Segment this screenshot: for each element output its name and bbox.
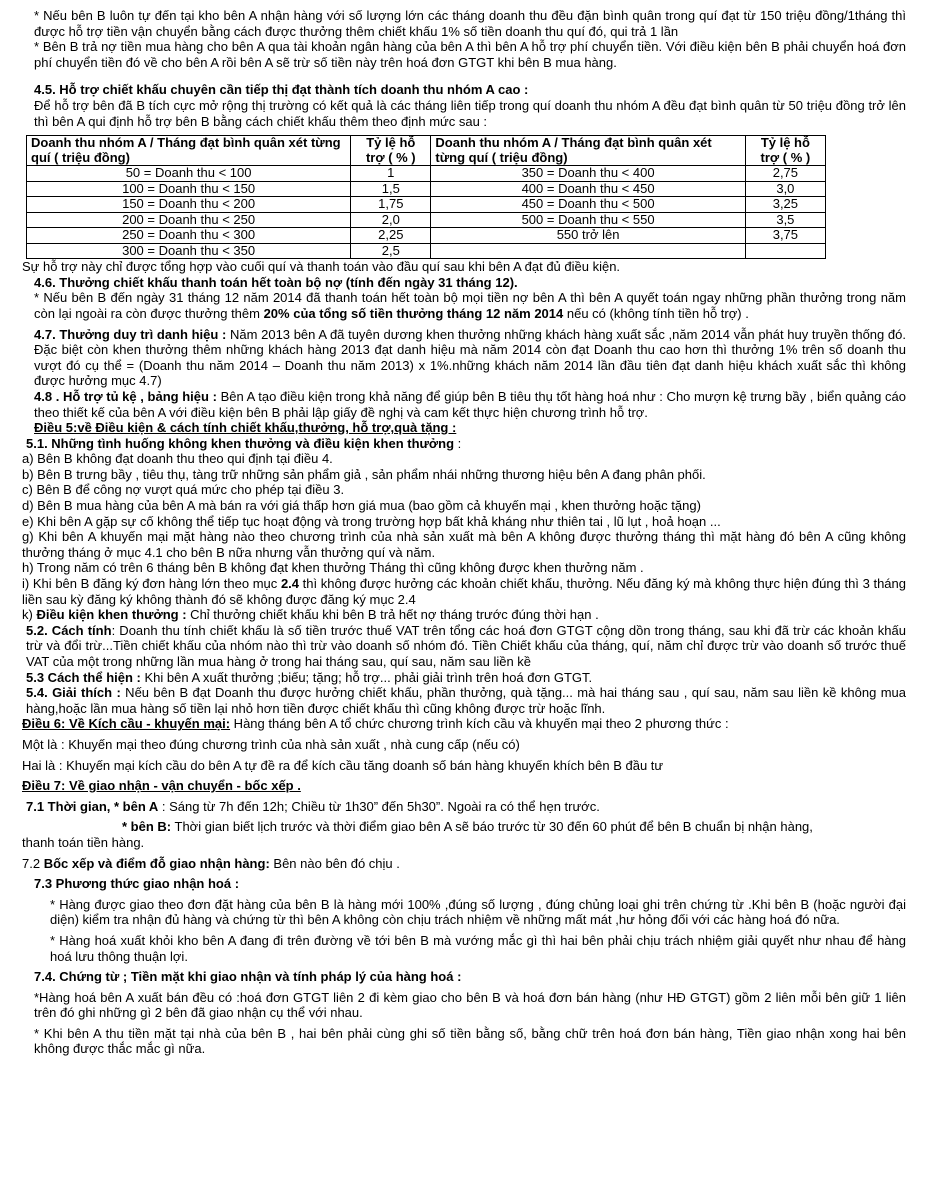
header-revenue: Doanh thu nhóm A / Tháng đạt bình quân xét từng quí ( triệu đồng) — [431, 136, 745, 166]
header-rate: Tỷ lệ hỗ trợ ( % ) — [351, 136, 431, 166]
rate-cell: 3,0 — [745, 181, 825, 197]
revenue-range-cell: 450 = Doanh thu < 500 — [431, 197, 745, 213]
section-5-2-body: : Doanh thu tính chiết khấu là số tiền trước thuế VAT trên tổng các hoá đơn GTGT cộng dồn trong tháng, sau khi đã trừ các khoản khấu trừ và đổi trừ...Tiền chiết khấu của nhóm nào thì trừ vào doanh số nhóm đó. Tiền Chiết khấu của tháng, quí, năm chỉ được trừ vào doanh số trước thuế VAT của một trong những lần mua hàng ở trong hai tháng sau, quí sau, năm sau liền kề — [26, 622, 906, 669]
revenue-range-cell: 500 = Doanh thu < 550 — [431, 212, 745, 228]
article-6-option-two: Hai là : Khuyến mại kích cầu do bên A tự đề ra để kích cầu tăng doanh số bán hàng khuyến khích bên B đầu tư — [22, 757, 664, 773]
section-7-1 — [22, 799, 906, 815]
section-4-6-bonus: 20% của tổng số tiền thưởng tháng 12 năm 2014 — [263, 305, 564, 321]
section-7-4-paragraph: *Hàng hoá bên A xuất bán đều có :hoá đơn GTGT liên 2 đi kèm giao cho bên B và hoá đơn bán hàng (như HĐ GTGT) gồm 2 liên mỗi bên giữ 1 liên trên đó ghi những gì 2 bên đã giao nhận cụ thể với nhau. — [34, 989, 906, 1021]
header-rate: Tỷ lệ hỗ trợ ( % ) — [745, 136, 825, 166]
section-7-1-b — [22, 819, 906, 835]
section-4-5-title: 4.5. Hỗ trợ chiết khấu chuyên cần tiếp thị đạt thành tích doanh thu nhóm A cao : — [34, 82, 529, 98]
section-4-8 — [22, 389, 906, 420]
section-4-7 — [22, 327, 906, 389]
section-7-1-b-cont: thanh toán tiền hàng. — [22, 834, 145, 850]
table-note: Sự hỗ trợ này chỉ được tổng hợp vào cuối quí và thanh toán vào đầu quí sau khi bên A đạt đủ điều kiện. — [22, 259, 621, 275]
section-4-8-title: 4.8 . Hỗ trợ tủ kệ , bảng hiệu : — [34, 388, 217, 404]
paragraph-bank-fee-support: * Bên B trả nợ tiền mua hàng cho bên A qua tài khoản ngân hàng của bên A thì bên A hỗ trợ phí chuyển tiền. Với điều kiện bên B phải chuyển hoá đơn phí chuyển tiền đó về cho bên A rồi bên A sẽ trừ số tiền này trên hoá đơn GTGT khi bên B mua hàng. — [34, 39, 906, 70]
rate-cell: 3,5 — [745, 212, 825, 228]
item-i-text: i) Khi bên B đăng ký đơn hàng lớn theo mục — [22, 576, 281, 592]
revenue-range-cell: 250 = Doanh thu < 300 — [27, 228, 351, 244]
article-7-title: Điều 7: Về giao nhận - vận chuyển - bốc xếp . — [22, 778, 301, 794]
document-page — [22, 8, 906, 1057]
section-4-6-title: 4.6. Thưởng chiết khấu thanh toán hết toàn bộ nợ (tính đến ngày 31 tháng 12). — [34, 274, 518, 290]
list-item: h) Trong năm có trên 6 tháng bên B không đạt khen thưởng Tháng thì cũng không được khen thưởng năm . — [22, 560, 644, 576]
table-row — [27, 197, 826, 213]
table-row — [27, 181, 826, 197]
rate-cell: 2,5 — [351, 243, 431, 259]
section-5-1-colon: : — [454, 435, 462, 451]
section-7-3-title: 7.3 Phương thức giao nhận hoá : — [34, 876, 240, 892]
section-4-5-body: Để hỗ trợ bên đã B tích cực mở rộng thị trường có kết quả là các tháng liên tiếp trong quí doanh thu nhóm A đều đạt bình quân từ 50 triệu đồng trở lên thì bên A qui định hỗ trợ bên B bằng cách chiết khấu thêm theo định mức sau : — [34, 97, 906, 129]
rate-cell: 1 — [351, 166, 431, 182]
section-7-2 — [22, 856, 906, 872]
article-5-title: Điều 5:về Điều kiện & cách tính chiết khấu,thưởng, hỗ trợ,quà tặng : — [34, 420, 457, 436]
revenue-range-cell: 400 = Doanh thu < 450 — [431, 181, 745, 197]
revenue-range-cell: 150 = Doanh thu < 200 — [27, 197, 351, 213]
section-7-1-party-b: * bên B: — [122, 819, 172, 835]
article-6 — [22, 716, 906, 732]
section-5-2 — [22, 623, 906, 670]
section-4-8-body: Bên A tạo điều kiện trong khả năng để giúp bên B tiêu thụ tốt hàng hoá như : Cho mượn kệ trưng bầy , biển quảng cáo theo thiết kế của bên A với điều kiện bên B phải lập giấy đề nghị và cam kết thực hiện chương trình hỗ trợ. — [34, 388, 906, 420]
rate-cell: 1,75 — [351, 197, 431, 213]
list-item — [22, 576, 906, 607]
revenue-range-cell: 200 = Doanh thu < 250 — [27, 212, 351, 228]
table-row — [27, 166, 826, 182]
item-i-text-end: thì không được hưởng các khoản chiết khấu, thưởng. Nếu đăng ký mà không thực hiện đúng thì 3 tháng liền sau kỳ đăng ký không thành đó sẽ không được đăng ký mục 2.4 — [22, 576, 906, 607]
rate-cell: 2,0 — [351, 212, 431, 228]
revenue-range-cell: 550 trở lên — [431, 228, 745, 244]
list-item: d) Bên B mua hàng của bên A mà bán ra với giá thấp hơn giá mua (bao gồm cả khuyến mại , khen thưởng hoặc tặng) — [22, 498, 701, 514]
section-7-1-party-a: * bên A — [110, 798, 159, 814]
section-5-1-title: 5.1. Những tình huống không khen thưởng và điều kiện khen thưởng — [26, 435, 455, 451]
section-5-1-heading — [22, 436, 906, 452]
item-k-body: Chỉ thưởng chiết khấu khi bên B trả hết nợ tháng trước đúng thời hạn . — [186, 607, 599, 623]
rate-cell: 3,75 — [745, 228, 825, 244]
item-k-prefix: k) — [22, 607, 37, 623]
section-7-4-paragraph: * Khi bên A thu tiền mặt tại nhà của bên B , hai bên phải cùng ghi số tiền bằng số, bằng chữ trên hoá đơn bán hàng, Tiền giao nhận xong hai bên không được thắc mắc gì nữa. — [34, 1025, 906, 1057]
discount-rate-table — [26, 135, 826, 259]
revenue-range-cell: 100 = Doanh thu < 150 — [27, 181, 351, 197]
section-4-6-body — [22, 290, 906, 321]
section-7-1-party-a-body: : Sáng từ 7h đến 12h; Chiều từ 1h30” đến 5h30”. Ngoài ra có thể hẹn trước. — [158, 798, 600, 814]
article-6-title: Điều 6: Về Kích cầu - khuyến mại: — [22, 716, 231, 732]
section-7-3-paragraph: * Hàng hoá xuất khỏi kho bên A đang đi trên đường về tới bên B mà vướng mắc gì thì hai bên phải chịu trách nhiệm giải quyết như nhau để hàng hoá lưu thông thuận lợi. — [50, 932, 906, 964]
section-4-7-body: Năm 2013 bên A đã tuyên dương khen thưởng những khách hàng xuất sắc ,năm 2014 vẫn phát huy truyền thống đó. Đặc biệt còn khen thưởng thêm những khách hàng 2013 đạt danh hiệu mà năm 2014 còn đạt Doanh thu cao hơn thì thưởng 1% trên số doanh thu vượt đó cụ thể = (Doanh thu năm 2014 – Doanh thu năm 2013) x 1%.những khách năm 2014 lần đầu tiên đạt danh hiệu khách xuất sắc thì không được hưởng mục 4.7) — [34, 326, 906, 389]
table-row — [27, 212, 826, 228]
section-7-2-title: Bốc xếp và điểm đỗ giao nhận hàng: — [43, 855, 270, 871]
rate-cell: 2,25 — [351, 228, 431, 244]
rate-cell: 2,75 — [745, 166, 825, 182]
revenue-range-cell: 350 = Doanh thu < 400 — [431, 166, 745, 182]
list-item: a) Bên B không đạt doanh thu theo qui định tại điều 4. — [22, 451, 333, 467]
empty-cell — [745, 243, 825, 259]
header-revenue: Doanh thu nhóm A / Tháng đạt bình quân xét từng quí ( triệu đồng) — [27, 136, 351, 166]
section-4-6-text: * Nếu bên B đến ngày 31 tháng 12 năm 2014 đã thanh toán hết toàn bộ mọi tiền nợ bên A thì bên A quyết toán ngay những phần thưởng trong năm còn lại ngoài ra còn được thưởng thêm — [34, 290, 906, 321]
revenue-range-cell: 300 = Doanh thu < 350 — [27, 243, 351, 259]
list-item: g) Khi bên A khuyến mại mặt hàng nào theo chương trình của nhà sản xuất mà bên A không được thưởng tháng thì mặt hàng đó bên A cũng không thưởng tháng ở mục 4.1 cho bên B nữa nhưng vẫn thưởng quí và năm. — [22, 529, 906, 560]
item-i-ref: 2.4 — [280, 576, 300, 592]
section-7-1-party-b-body: Thời gian biết lịch trước và thời điểm giao bên A sẽ báo trước từ 30 đến 60 phút để bên B chuẩn bị nhận hàng, — [171, 819, 813, 835]
list-item: c) Bên B để công nợ vượt quá mức cho phép tại điều 3. — [22, 482, 345, 498]
section-5-4-title: 5.4. Giải thích : — [26, 685, 121, 701]
section-7-1-title: 7.1 Thời gian, — [26, 798, 111, 814]
rate-cell: 3,25 — [745, 197, 825, 213]
table-row — [27, 228, 826, 244]
article-6-body: Hàng tháng bên A tổ chức chương trình kích cầu và khuyến mại theo 2 phương thức : — [230, 716, 729, 732]
list-item — [22, 607, 906, 623]
revenue-range-cell: 50 = Doanh thu < 100 — [27, 166, 351, 182]
section-5-2-title: 5.2. Cách tính — [26, 622, 112, 638]
section-5-4-body: Nếu bên B đạt Doanh thu được hưởng chiết khấu, phần thưởng, quà tặng... mà hai tháng sau , quí sau, năm sau liền kề không mua hàng,hoặc lần mua hàng số tiền lại nhỏ hơn tiền được chiết khấu thì cũng không được trừ hoặc lĩnh. — [26, 685, 906, 716]
empty-cell — [431, 243, 745, 259]
paragraph-transport-support: * Nếu bên B luôn tự đến tại kho bên A nhận hàng với số lượng lớn các tháng doanh thu đều đặn bình quân trong quí đạt từ 150 triệu đồng/1tháng thì được hỗ trợ tiền vận chuyển bằng cách được thưởng thêm chiết khấu 1% số tiền doanh thu quí đó, qui trả 1 lần — [34, 8, 906, 39]
list-item: b) Bên B trưng bầy , tiêu thụ, tàng trữ những sản phẩm giả , sản phẩm nhái những thương hiệu bên A đang phân phối. — [22, 466, 706, 482]
section-7-2-body: Bên nào bên đó chịu . — [269, 855, 400, 871]
section-5-3-body: Khi bên A xuất thưởng ;biếu; tặng; hỗ trợ... phải giải trình trên hoá đơn GTGT. — [140, 669, 593, 685]
table-row — [27, 243, 826, 259]
section-7-3-paragraph: * Hàng được giao theo đơn đặt hàng của bên B là hàng mới 100% ,đúng số lượng , đúng chủng loại ghi trên chứng từ .Khi bên B (hoặc người đại diện) kiểm tra nhận đủ hàng và chứng từ thì bên A không còn chịu trách nhiệm về những mất mát ,hư hỏng đối với các hàng hoá đó nữa. — [50, 896, 906, 928]
section-4-6-text-end: nếu có (không tính tiền hỗ trợ) . — [563, 305, 749, 321]
article-6-option-one: Một là : Khuyến mại theo đúng chương trình của nhà sản xuất , nhà cung cấp (nếu có) — [22, 736, 520, 752]
section-4-7-title: 4.7. Thưởng duy trì danh hiệu : — [34, 326, 227, 342]
section-5-3-title: 5.3 Cách thể hiện : — [26, 669, 141, 685]
section-5-4 — [22, 685, 906, 716]
list-item: e) Khi bên A gặp sự cố không thể tiếp tục hoạt động và trong trường hợp bất khả kháng như thiên tai , lũ lụt , hoả hoạn ... — [22, 513, 721, 529]
section-7-4-title: 7.4. Chứng từ ; Tiền mặt khi giao nhận và tính pháp lý của hàng hoá : — [34, 969, 462, 985]
section-5-3 — [22, 670, 906, 686]
section-7-2-number: 7.2 — [22, 855, 44, 871]
item-k-title: Điều kiện khen thưởng : — [36, 607, 187, 623]
rate-cell: 1,5 — [351, 181, 431, 197]
